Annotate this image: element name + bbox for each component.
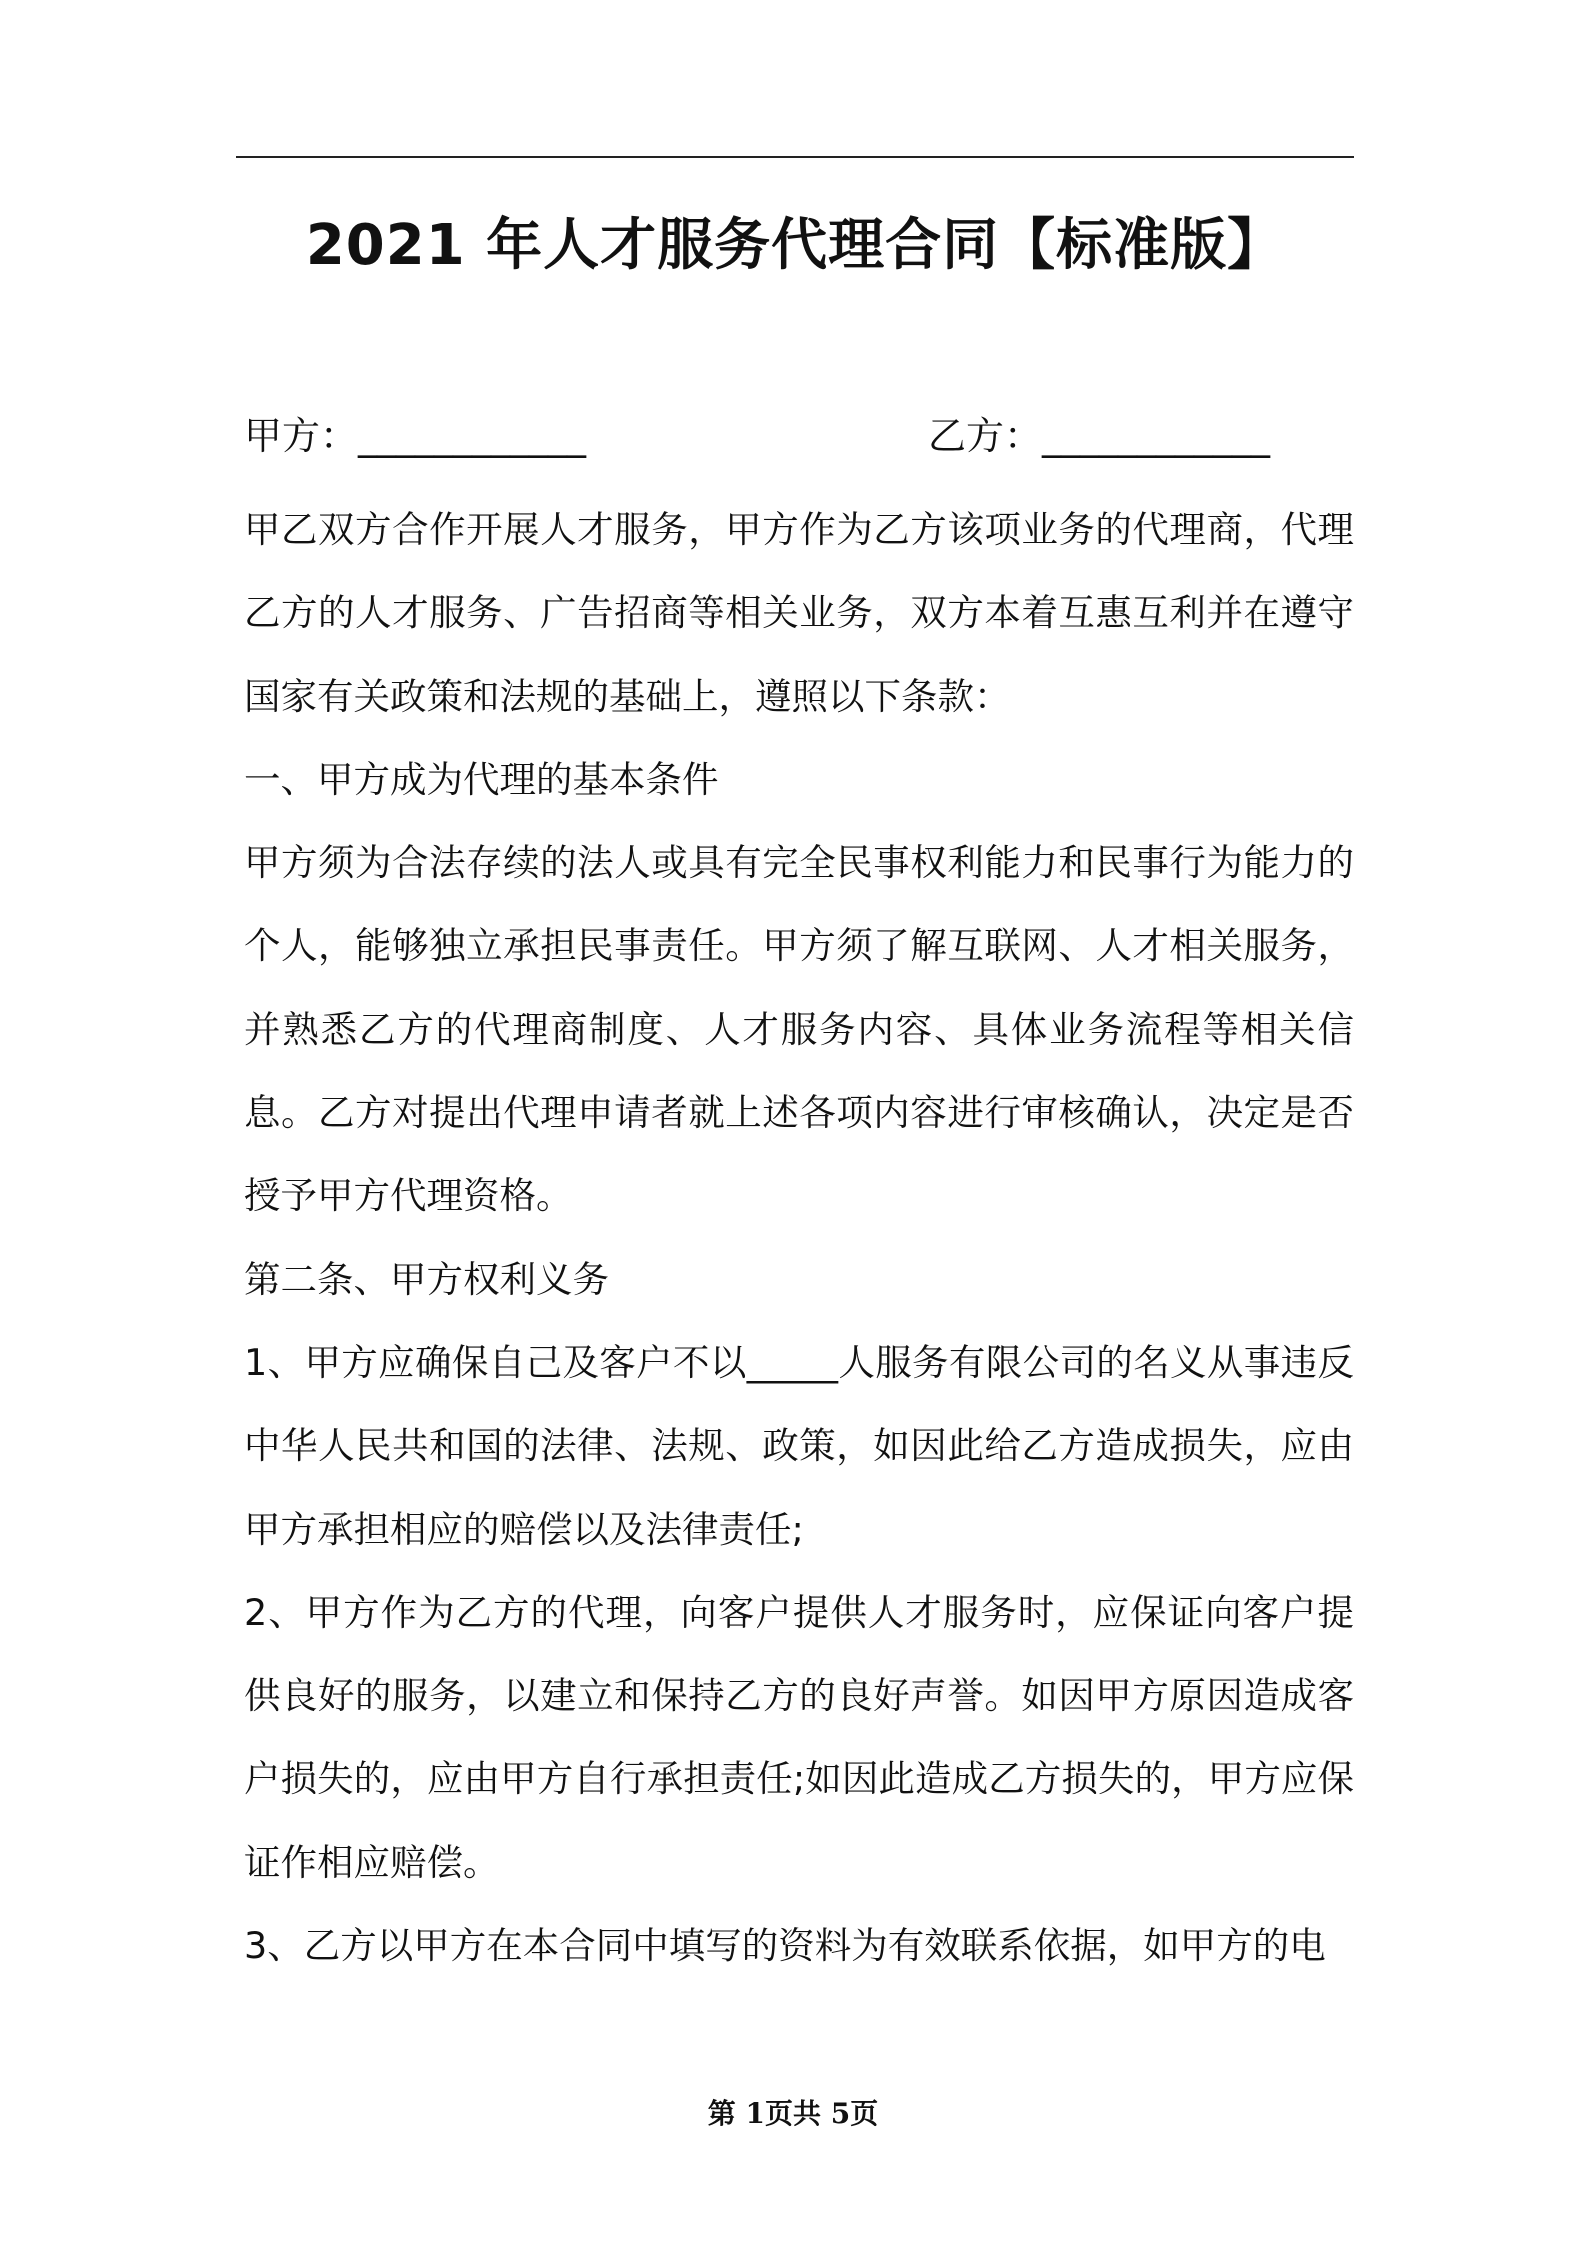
party-row (244, 406, 1354, 466)
intro-paragraph: 甲乙双方合作开展人才服务，甲方作为乙方该项业务的代理商，代理乙方的人才服务、广告招商等相关业务，双方本着互惠互利并在遵守国家有关政策和法规的基础上，遵照以下条款： (244, 508, 1354, 718)
header-rule (236, 156, 1354, 158)
document-title: 2021 年人才服务代理合同【标准版】 (305, 213, 1285, 278)
clause-2: 2、甲方作为乙方的代理，向客户提供人才服务时，应保证向客户提供良好的服务，以建立和保持乙方的良好声誉。如因甲方原因造成客户损失的，应由甲方自行承担责任;如因此造成乙方损失的，甲方应保证作相应赔偿。 (244, 1590, 1354, 1884)
section-heading-2: 第二条、甲方权利义务 (244, 1257, 609, 1301)
paragraph-conditions: 甲方须为合法存续的法人或具有完全民事权利能力和民事行为能力的个人，能够独立承担民事责任。甲方须了解互联网、人才相关服务，并熟悉乙方的代理商制度、人才服务内容、具体业务流程等相关信息。乙方对提出代理申请者就上述各项内容进行审核确认，决定是否授予甲方代理资格。 (244, 841, 1354, 1218)
party-a-field: 甲方：____________ (244, 414, 587, 458)
clause-1: 1、甲方应确保自己及客户不以_____人服务有限公司的名义从事违反中华人民共和国的法律、法规、政策，如因此给乙方造成损失，应由甲方承担相应的赔偿以及法律责任; (244, 1340, 1354, 1551)
party-b-field: 乙方：____________ (928, 414, 1271, 458)
section-heading-1: 一、甲方成为代理的基本条件 (244, 757, 719, 801)
clause-3: 3、乙方以甲方在本合同中填写的资料为有效联系依据，如甲方的电 (244, 1924, 1326, 1968)
contract-body (244, 488, 1354, 1987)
page-number: 第 1页共 5页 (707, 2097, 879, 2130)
